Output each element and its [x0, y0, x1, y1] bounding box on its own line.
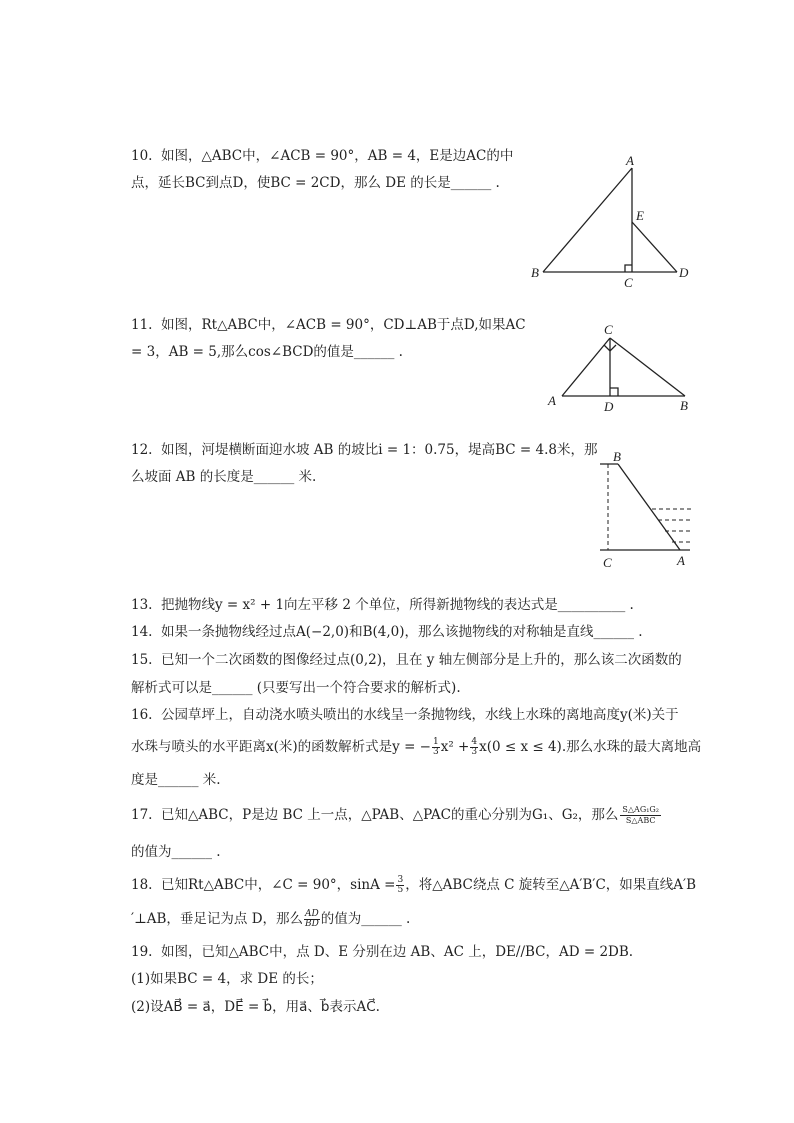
label-b: B — [613, 449, 621, 464]
label-c: C — [604, 322, 613, 337]
problem-15-line-1 — [131, 651, 682, 669]
figure-problem-12 — [590, 446, 700, 571]
fraction-denominator: 3 — [432, 747, 439, 757]
problem-16-line-1 — [131, 706, 679, 724]
text-segment: x² + — [440, 739, 470, 755]
segment-ab — [543, 168, 632, 272]
segment-cb — [610, 338, 685, 396]
segment-ca — [562, 338, 610, 396]
text-segment: 已知Rt△ABC中，∠C = 90°，sinA = — [161, 877, 396, 893]
problem-number: 17. — [131, 807, 153, 823]
label-a: A — [626, 153, 634, 168]
problem-text: 如图，已知△ABC中，点 D、E 分别在边 AB、AC 上，DE//BC，AD = 2DB. — [161, 944, 634, 960]
right-angle-mark-d — [610, 388, 618, 396]
problem-18-line-1 — [131, 876, 696, 895]
right-angle-mark — [625, 265, 632, 272]
fraction-one-third — [432, 738, 440, 757]
problem-11-line-2: = 3，AB = 5,那么cos∠BCD的值是______ . — [131, 344, 403, 360]
fraction-denominator: 3 — [471, 747, 478, 757]
slope-ab — [618, 464, 680, 550]
problem-13 — [131, 596, 634, 614]
label-b: B — [531, 265, 539, 280]
problem-number: 14. — [131, 624, 153, 640]
text-segment: 水珠与喷头的水平距离x(米)的函数解析式是y = − — [131, 739, 431, 755]
fraction-numerator: AD — [305, 909, 319, 919]
text-segment: 的值为______ . — [320, 911, 411, 927]
problem-number: 18. — [131, 877, 153, 893]
label-e: E — [636, 208, 644, 223]
problem-15-line-2: 解析式可以是______ (只要写出一个符合要求的解析式). — [131, 680, 461, 696]
figure-problem-10 — [525, 150, 700, 290]
problem-17-line-1 — [131, 805, 661, 826]
problem-19-part-1: (1)如果BC = 4，求 DE 的长； — [131, 971, 323, 987]
label-d: D — [679, 265, 689, 280]
area-ratio-fraction — [620, 805, 661, 826]
problem-text: 如果一条抛物线经过点A(−2,0)和B(4,0)，那么该抛物线的对称轴是直线______ . — [161, 624, 643, 640]
problem-17-line-2: 的值为______ . — [131, 844, 221, 860]
problem-12-line-1 — [131, 441, 597, 459]
problem-16-line-3: 度是______ 米. — [131, 772, 221, 788]
problem-text: 把抛物线y = x² + 1向左平移 2 个单位，所得新抛物线的表达式是__________ . — [161, 597, 634, 613]
problem-number: 10. — [131, 148, 153, 164]
fraction-numerator: 1 — [432, 737, 439, 747]
label-a: A — [677, 553, 685, 568]
problem-text: 如图，△ABC中，∠ACB = 90°，AB = 4，E是边AC的中 — [161, 148, 514, 164]
fraction-denominator: 5 — [397, 885, 404, 895]
label-d: D — [604, 399, 614, 414]
problem-text: 已知△ABC，P是边 BC 上一点，△PAB、△PAC的重心分别为G₁、G₂，那么 — [161, 807, 619, 823]
fraction-four-thirds — [470, 738, 478, 757]
problem-number: 12. — [131, 442, 153, 458]
problem-19-line-1 — [131, 943, 633, 961]
problem-19-part-2: (2)设AB⃗ = a⃗，DE⃗ = b⃗，用a⃗、b⃗表示AC⃗. — [131, 999, 380, 1015]
text-segment: ′⊥AB，垂足记为点 D，那么 — [131, 911, 304, 927]
segment-ed — [632, 222, 677, 272]
problem-14 — [131, 623, 643, 641]
fraction-denominator: BD — [304, 919, 319, 929]
fraction-numerator: 3 — [397, 875, 404, 885]
problem-number: 16. — [131, 707, 153, 723]
fraction-ad-bd — [304, 910, 320, 929]
problem-10-line-2: 点，延长BC到点D，使BC = 2CD，那么 DE 的长是______ . — [131, 175, 500, 191]
fraction-numerator: 4 — [471, 737, 478, 747]
problem-number: 13. — [131, 597, 153, 613]
text-segment: x(0 ≤ x ≤ 4).那么水珠的最大离地高 — [479, 739, 702, 755]
problem-text: 如图，河堤横断面迎水坡 AB 的坡比i = 1：0.75，堤高BC = 4.8米，那 — [161, 442, 598, 458]
problem-11-line-1 — [131, 316, 526, 334]
problem-10-line-1 — [131, 147, 513, 165]
problem-18-line-2 — [131, 910, 410, 929]
problem-text: 已知一个二次函数的图像经过点(0,2)，且在 y 轴左侧部分是上升的，那么该二次函数的 — [161, 652, 682, 668]
text-segment: ，将△ABC绕点 C 旋转至△A′B′C，如果直线A′B — [405, 877, 697, 893]
label-c: C — [603, 555, 612, 570]
problem-text: 公园草坪上，自动浇水喷头喷出的水线呈一条抛物线，水线上水珠的离地高度y(米)关于 — [161, 707, 679, 723]
fraction-denominator: S△ABC — [625, 816, 656, 825]
label-c: C — [624, 275, 633, 290]
fraction-numerator: S△AG₁G₂ — [622, 805, 660, 814]
problem-16-line-2 — [131, 738, 701, 757]
problem-number: 19. — [131, 944, 153, 960]
problem-text: 如图，Rt△ABC中，∠ACB = 90°，CD⊥AB于点D,如果AC — [161, 317, 526, 333]
fraction-sin — [396, 876, 404, 895]
problem-number: 15. — [131, 652, 153, 668]
problem-number: 11. — [131, 317, 153, 333]
label-a: A — [548, 393, 556, 408]
figure-problem-11 — [540, 318, 700, 418]
problem-12-line-2: 么坡面 AB 的长度是______ 米. — [131, 469, 317, 485]
label-b: B — [680, 398, 688, 413]
